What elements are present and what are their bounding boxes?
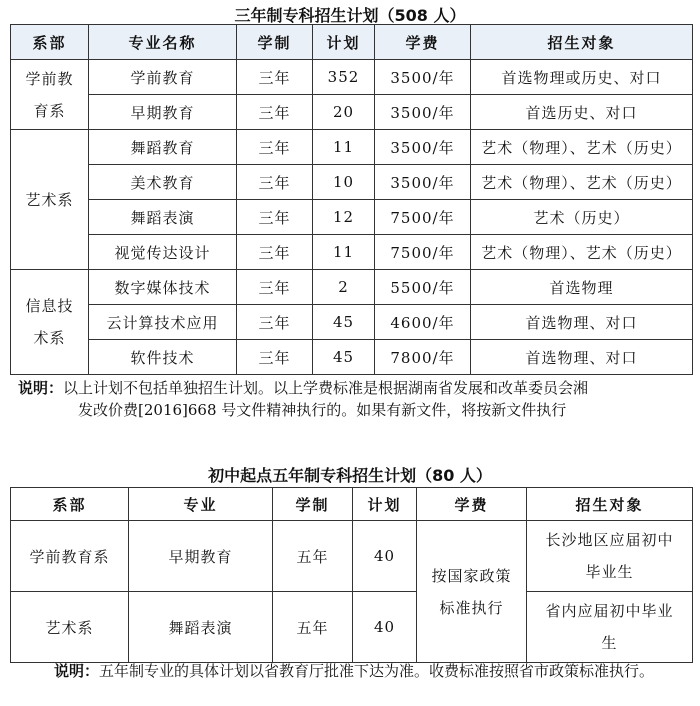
fee-cell: 7500/年 <box>375 200 471 235</box>
plan-cell: 10 <box>313 165 375 200</box>
major-cell: 舞蹈教育 <box>89 130 237 165</box>
table-row <box>11 270 693 305</box>
table-row <box>11 165 693 200</box>
duration-cell: 三年 <box>237 270 313 305</box>
target-cell: 艺术（历史） <box>471 200 693 235</box>
plan-cell: 40 <box>353 592 417 663</box>
header-major: 专业 <box>129 488 273 521</box>
major-cell: 舞蹈表演 <box>89 200 237 235</box>
target-cell: 首选物理、对口 <box>471 340 693 375</box>
fee-cell: 3500/年 <box>375 165 471 200</box>
table2-title: 初中起点五年制专科招生计划（80 人） <box>208 466 492 485</box>
header-plan: 计划 <box>313 25 375 60</box>
target-cell: 首选物理或历史、对口 <box>471 60 693 95</box>
note-text: 五年制专业的具体计划以省教育厅批准下达为准。收费标准按照省市政策标准执行。 <box>99 662 655 680</box>
fee-cell: 3500/年 <box>375 95 471 130</box>
fee-cell: 5500/年 <box>375 270 471 305</box>
plan-cell: 11 <box>313 130 375 165</box>
target-cell: 省内应届初中毕业 生 <box>527 592 693 663</box>
table-row <box>11 200 693 235</box>
header-major: 专业名称 <box>89 25 237 60</box>
target-cell: 艺术（物理）、艺术（历史） <box>471 165 693 200</box>
target-cell: 长沙地区应届初中 毕业生 <box>527 521 693 592</box>
duration-cell: 三年 <box>237 95 313 130</box>
three-year-plan-table <box>10 24 693 375</box>
table-row <box>11 130 693 165</box>
duration-cell: 三年 <box>237 60 313 95</box>
plan-cell: 352 <box>313 60 375 95</box>
duration-cell: 三年 <box>237 235 313 270</box>
fee-cell: 3500/年 <box>375 130 471 165</box>
table-row <box>11 340 693 375</box>
header-fee: 学费 <box>417 488 527 521</box>
target-cell: 首选物理 <box>471 270 693 305</box>
major-cell: 学前教育 <box>89 60 237 95</box>
duration-cell: 三年 <box>237 340 313 375</box>
fee-cell: 4600/年 <box>375 305 471 340</box>
dept-cell: 信息技 术系 <box>11 270 89 375</box>
major-cell: 美术教育 <box>89 165 237 200</box>
dept-cell: 学前教育系 <box>11 521 129 592</box>
dept-cell: 学前教 育系 <box>11 60 89 130</box>
table1-note <box>18 377 698 421</box>
plan-cell: 12 <box>313 200 375 235</box>
target-cell: 艺术（物理）、艺术（历史） <box>471 235 693 270</box>
note-label: 说明： <box>54 662 100 680</box>
note-label: 说明： <box>18 379 64 397</box>
table1-title: 三年制专科招生计划（508 人） <box>234 6 466 25</box>
duration-cell: 三年 <box>237 200 313 235</box>
fee-cell: 7800/年 <box>375 340 471 375</box>
table-header-row <box>11 488 693 521</box>
fee-cell: 按国家政策 标准执行 <box>417 521 527 663</box>
table2-note <box>12 660 697 682</box>
dept-cell: 艺术系 <box>11 592 129 663</box>
major-cell: 软件技术 <box>89 340 237 375</box>
plan-cell: 11 <box>313 235 375 270</box>
five-year-plan-table <box>10 487 693 663</box>
table-row <box>11 592 693 663</box>
note-text-line2: 发改价费[2016]668 号文件精神执行的。如果有新文件，将按新文件执行 <box>78 401 567 419</box>
table-row <box>11 60 693 95</box>
major-cell: 云计算技术应用 <box>89 305 237 340</box>
table-row <box>11 305 693 340</box>
header-target: 招生对象 <box>527 488 693 521</box>
header-plan: 计划 <box>353 488 417 521</box>
header-target: 招生对象 <box>471 25 693 60</box>
plan-cell: 45 <box>313 340 375 375</box>
duration-cell: 三年 <box>237 130 313 165</box>
major-cell: 早期教育 <box>89 95 237 130</box>
major-cell: 视觉传达设计 <box>89 235 237 270</box>
duration-cell: 三年 <box>237 305 313 340</box>
major-cell: 数字媒体技术 <box>89 270 237 305</box>
header-duration: 学制 <box>237 25 313 60</box>
note-text-line1: 以上计划不包括单独招生计划。以上学费标准是根据湖南省发展和改革委员会湘 <box>63 379 589 397</box>
header-dept: 系部 <box>11 488 129 521</box>
fee-cell: 7500/年 <box>375 235 471 270</box>
plan-cell: 45 <box>313 305 375 340</box>
table-header-row <box>11 25 693 60</box>
header-dept: 系部 <box>11 25 89 60</box>
duration-cell: 五年 <box>273 521 353 592</box>
target-cell: 艺术（物理）、艺术（历史） <box>471 130 693 165</box>
plan-cell: 40 <box>353 521 417 592</box>
plan-cell: 20 <box>313 95 375 130</box>
header-fee: 学费 <box>375 25 471 60</box>
table-row <box>11 235 693 270</box>
major-cell: 早期教育 <box>129 521 273 592</box>
duration-cell: 五年 <box>273 592 353 663</box>
table-row <box>11 95 693 130</box>
major-cell: 舞蹈表演 <box>129 592 273 663</box>
table-row <box>11 521 693 592</box>
target-cell: 首选物理、对口 <box>471 305 693 340</box>
target-cell: 首选历史、对口 <box>471 95 693 130</box>
plan-cell: 2 <box>313 270 375 305</box>
dept-cell: 艺术系 <box>11 130 89 270</box>
duration-cell: 三年 <box>237 165 313 200</box>
fee-cell: 3500/年 <box>375 60 471 95</box>
header-duration: 学制 <box>273 488 353 521</box>
